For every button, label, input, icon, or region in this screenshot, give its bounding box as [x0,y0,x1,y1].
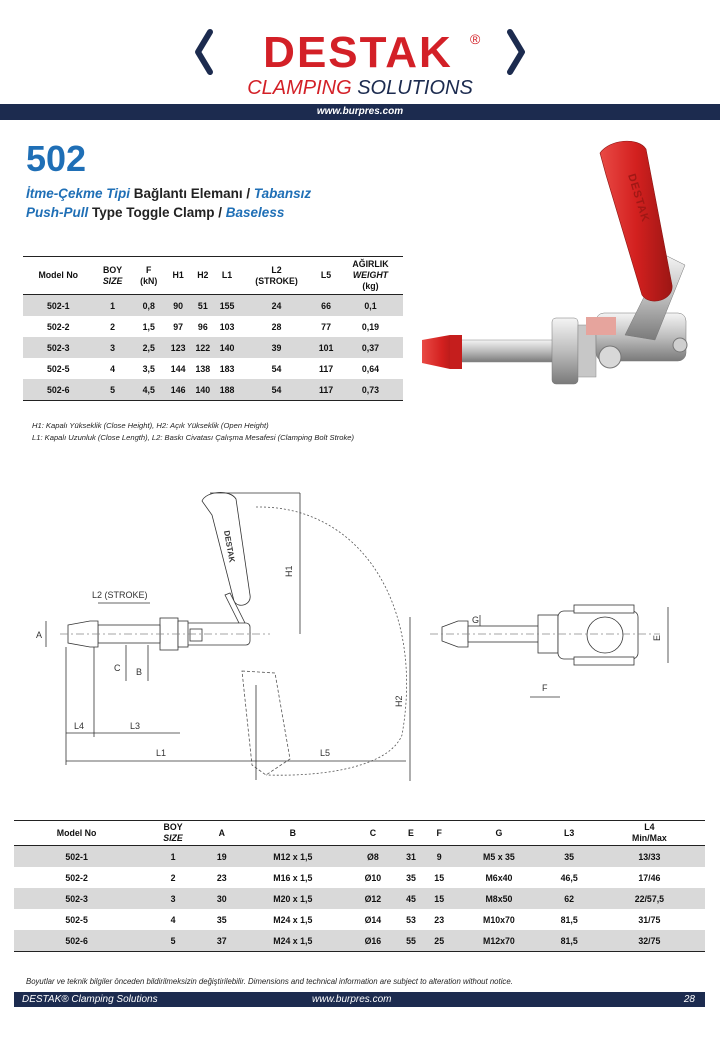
table-cell: 0,64 [361,363,380,374]
table-cell: 502-5 [65,914,88,925]
table-cell: 35 [545,846,594,868]
table-cell: M10x70 [483,914,515,925]
table-row [14,930,705,952]
table-cell: 3 [94,337,132,358]
svg-text:A: A [36,630,43,640]
table-cell: M12x70 [453,930,544,952]
svg-text:L1: L1 [156,748,167,758]
table-cell: 32/75 [594,930,705,952]
footer-url[interactable]: www.burpres.com [312,994,392,1005]
svg-text:F: F [542,683,548,693]
col-l2: L2 (STROKE) [239,257,314,295]
table-cell: 28 [271,321,282,332]
svg-text:L3: L3 [130,721,141,731]
col-h1: H1 [166,257,191,295]
table-cell: 0,8 [132,295,166,317]
col-e: E [397,821,425,846]
technical-drawing [30,485,710,795]
col-weight: AĞIRLIK WEIGHT (kg) [338,257,403,295]
table-cell: 37 [207,930,237,952]
table-cell: 101 [314,337,338,358]
footer-brand: DESTAK® Clamping Solutions [22,994,158,1005]
table-cell: 23 [216,872,227,883]
table-cell: 140 [190,379,215,401]
table-cell: 183 [219,363,235,374]
table-cell: Ø10 [364,872,382,883]
table-row [23,337,403,358]
model-number: 502 [26,138,87,179]
top-url-bar[interactable]: www.burpres.com [0,104,720,120]
dimension-notes [32,420,354,444]
svg-text:H1: H1 [284,565,294,577]
svg-text:L5: L5 [320,748,331,758]
table-row [23,379,403,401]
table-cell: 46,5 [560,872,578,883]
table-cell: 502-3 [23,337,94,358]
right-bracket-icon [510,32,522,72]
col-model: Model No [14,821,139,846]
col-l5: L5 [314,257,338,295]
table-cell: 502-2 [65,872,88,883]
table-cell: 31/75 [638,914,661,925]
product-image [410,135,710,395]
table-cell: 51 [190,295,215,317]
table-cell: 138 [195,363,211,374]
table-cell: 188 [215,379,239,401]
table-cell: 17/46 [638,872,661,883]
table-cell: 3 [139,888,207,909]
col-h2: H2 [190,257,215,295]
table-cell: 502-1 [23,295,94,317]
table-cell: M20 x 1,5 [237,888,349,909]
table-cell: 2 [110,321,116,332]
table-cell: 35 [216,914,227,925]
table-cell: 9 [425,846,453,868]
svg-text:G: G [472,615,480,625]
table-cell: M6x40 [485,872,513,883]
svg-text:H2: H2 [394,695,404,707]
table-cell: 2 [170,872,176,883]
col-a: A [207,821,237,846]
table-cell: M12 x 1,5 [237,846,349,868]
table-cell: Ø12 [349,888,397,909]
table-cell: 96 [197,321,208,332]
table-cell: 54 [271,363,282,374]
table-cell: 45 [397,888,425,909]
col-l1: L1 [215,257,239,295]
col-f: F [425,821,453,846]
disclaimer: Boyutlar ve teknik bilgiler önceden bildirilmeksizin değiştirilebilir. Dimensions and technical information are subject to alteration without notice. [26,977,513,986]
title-turkish: İtme-Çekme Tipi Bağlantı Elemanı / Tabansız [26,186,312,201]
table-cell: 0,1 [338,295,403,317]
table-cell: 77 [321,321,331,332]
col-b: B [237,821,349,846]
table-cell: M5 x 35 [453,846,544,868]
col-force: F (kN) [132,257,166,295]
table-cell: M24 x 1,5 [273,914,313,925]
table-cell: 81,5 [545,930,594,952]
table-cell: Ø16 [349,930,397,952]
table-cell: 502-1 [14,846,139,868]
table-cell: 4 [110,363,116,374]
svg-text:L4: L4 [74,721,85,731]
table-cell: 24 [239,295,314,317]
table-cell: 155 [215,295,239,317]
table-cell: 3,5 [142,363,155,374]
svg-text:DESTAK: DESTAK [222,529,237,564]
table-cell: 55 [397,930,425,952]
brand-name: DESTAK [263,28,453,77]
table-cell: 22/57,5 [594,888,705,909]
left-bracket-icon [198,32,210,72]
table-cell: 117 [314,379,338,401]
table-cell: 54 [239,379,314,401]
table-cell: 62 [545,888,594,909]
footer-bar [14,992,705,1007]
specs-table [23,256,403,401]
svg-text:L2 (STROKE): L2 (STROKE) [92,590,148,600]
table-row [23,358,403,379]
table-row [23,316,403,337]
table-cell: 90 [166,295,191,317]
table-cell: 1 [94,295,132,317]
table-cell: 502-5 [47,363,70,374]
table-cell: 144 [170,363,186,374]
handle-logo: DESTAK [625,172,652,225]
table-row [14,909,705,930]
registered-mark: ® [470,31,481,47]
table-cell: 2,5 [132,337,166,358]
col-c: C [349,821,397,846]
page-number: 28 [683,994,695,1005]
table-cell: 66 [314,295,338,317]
table-cell: 53 [406,914,416,925]
table-cell: 140 [215,337,239,358]
note-line-2: L1: Kapalı Uzunluk (Close Length), L2: Baskı Civatası Çalışma Mesafesi (Clamping Bolt Stroke) [32,433,355,442]
table-cell: 5 [139,930,207,952]
title-english: Push-Pull Type Toggle Clamp / Baseless [26,205,285,220]
table-cell: 0,19 [361,321,380,332]
table-cell: 4 [170,914,176,925]
table-cell: 19 [207,846,237,868]
table-cell: 15 [434,872,445,883]
col-l3: L3 [545,821,594,846]
col-size: BOY SIZE [139,821,207,846]
table-cell: 502-3 [14,888,139,909]
table-cell: Ø8 [349,846,397,868]
col-size: BOY SIZE [94,257,132,295]
table-row [14,888,705,909]
table-cell: M8x50 [453,888,544,909]
table-cell: 97 [173,321,184,332]
col-l4: L4 Min/Max [594,821,705,846]
table-cell: 4,5 [132,379,166,401]
svg-text:B: B [136,667,143,677]
table-cell: 25 [425,930,453,952]
table-cell: 146 [166,379,191,401]
table-cell: 123 [166,337,191,358]
table-cell: 31 [397,846,425,868]
table-cell: 1 [139,846,207,868]
table-cell: 0,37 [338,337,403,358]
table-cell: 1,5 [142,321,155,332]
table-row [14,867,705,888]
table-cell: 0,73 [338,379,403,401]
table-cell: Ø14 [364,914,382,925]
svg-text:E: E [652,634,662,641]
table-row [14,846,705,868]
table-cell: 23 [434,914,445,925]
note-line-1: H1: Kapalı Yükseklik (Close Height), H2: Açık Yükseklik (Open Height) [32,421,269,430]
table-row [23,295,403,317]
table-cell: 13/33 [594,846,705,868]
table-cell: 502-2 [47,321,70,332]
dimensions-table [14,820,705,952]
table-cell: 502-6 [14,930,139,952]
col-g: G [453,821,544,846]
table-cell: 30 [207,888,237,909]
table-cell: 39 [239,337,314,358]
table-cell: 15 [425,888,453,909]
table-cell: 81,5 [560,914,578,925]
table-cell: 502-6 [23,379,94,401]
table-cell: M16 x 1,5 [273,872,313,883]
table-cell: 35 [406,872,416,883]
svg-text:C: C [114,663,121,673]
table-cell: 117 [318,363,334,374]
table-cell: 122 [190,337,215,358]
table-cell: 103 [219,321,235,332]
table-cell: 5 [94,379,132,401]
table-cell: M24 x 1,5 [237,930,349,952]
col-model: Model No [23,257,94,295]
brand-tagline: CLAMPING SOLUTIONS [247,77,473,99]
brand-logo [0,22,720,102]
